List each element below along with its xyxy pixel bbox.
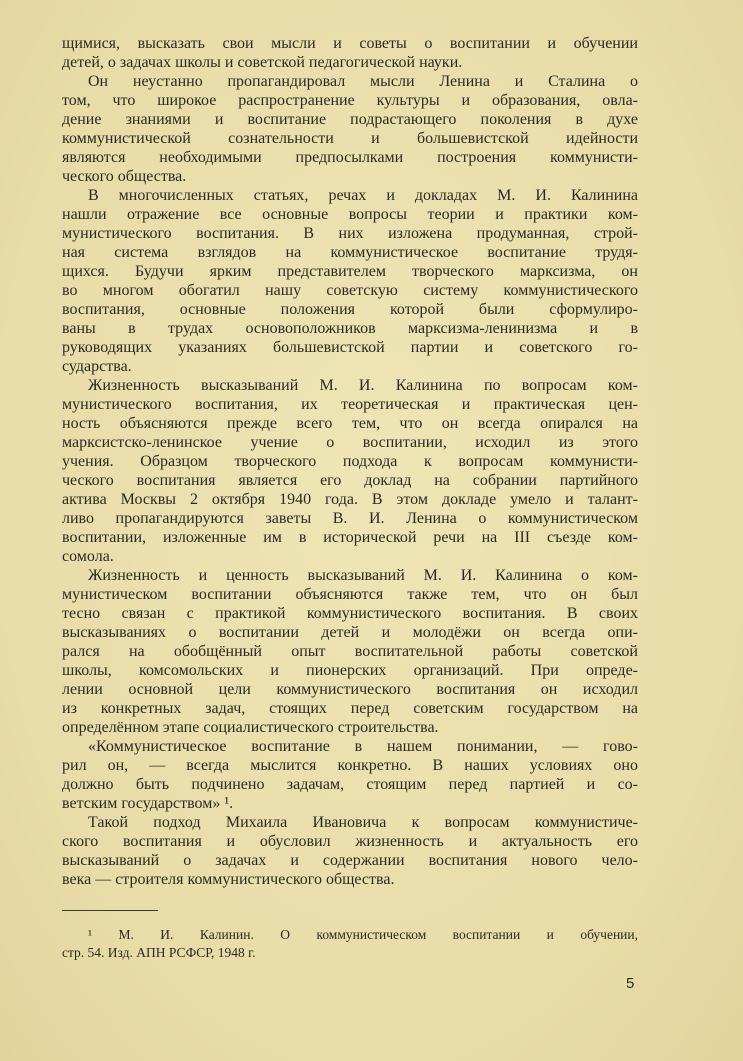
text-line: высказываний о задачах и содержании воспитания нового чело-	[62, 852, 638, 869]
text-line: учения. Образцом творческого подхода к вопросам коммунисти-	[62, 453, 638, 470]
text-line: актива Москвы 2 октября 1940 года. В этом докладе умело и талант-	[62, 491, 638, 508]
paragraph	[62, 72, 638, 186]
text-line: Такой подход Михаила Ивановича к вопросам коммунистиче-	[88, 814, 638, 831]
text-line: мунистического воспитания. В них изложена продуманная, строй-	[62, 225, 638, 242]
text-line: рался на обобщённый опыт воспитательной работы советской	[62, 643, 638, 660]
text-line: нашли отражение все основные вопросы теории и практики ком-	[62, 206, 638, 223]
text-line: определённом этапе социалистического строительства.	[62, 719, 439, 736]
text-line: воспитании, изложенные им в исторической речи на III съезде ком-	[62, 529, 638, 546]
text-line: ветским государством» ¹.	[62, 795, 234, 812]
text-line: Жизненность высказываний М. И. Калинина по вопросам ком-	[88, 377, 638, 394]
body-text	[62, 34, 638, 889]
text-line: мунистического воспитания, их теоретическая и практическая цен-	[62, 396, 638, 413]
text-line: том, что широкое распространение культуры и образования, овла-	[62, 92, 638, 109]
text-line: щимися, высказать свои мысли и советы о воспитании и обучении	[62, 35, 638, 52]
text-line: из конкретных задач, стоящих перед советским государством на	[62, 700, 638, 717]
text-line: коммунистической сознательности и большевистской идейности	[62, 130, 638, 147]
footnote-line: стр. 54. Изд. АПН РСФСР, 1948 г.	[62, 945, 256, 960]
text-line: сомола.	[62, 548, 114, 565]
text-line: мунистическом воспитании объясняются также тем, что он был	[62, 586, 638, 603]
paragraph	[62, 737, 638, 813]
text-line: во многом обогатил нашу советскую систему коммунистического	[62, 282, 638, 299]
text-line: лении основной цели коммунистического воспитания он исходил	[62, 681, 638, 698]
paragraph	[62, 34, 638, 72]
text-line: В многочисленных статьях, речах и докладах М. И. Калинина	[88, 187, 638, 204]
text-line: детей, о задачах школы и советской педагогической науки.	[62, 54, 463, 71]
text-line: ная система взглядов на коммунистическое воспитание трудя-	[62, 244, 638, 261]
text-line: Жизненность и ценность высказываний М. И. Калинина о ком-	[88, 567, 638, 584]
text-line: ского воспитания и обусловил жизненность и актуальность его	[62, 833, 638, 850]
text-line: марксистско-ленинское учение о воспитании, исходил из этого	[62, 434, 638, 451]
paragraph	[62, 566, 638, 737]
text-line: дение знаниями и воспитание подрастающего поколения в духе	[62, 111, 638, 128]
footnote-line: ¹ М. И. Калинин. О коммунистическом воспитании и обучении,	[88, 927, 638, 942]
text-line: высказываниях о воспитании детей и молодёжи он всегда опи-	[62, 624, 638, 641]
text-line: века — строителя коммунистического общества.	[62, 871, 395, 888]
text-line: ливо пропагандируются заветы В. И. Ленина о коммунистическом	[62, 510, 638, 527]
text-line: тесно связан с практикой коммунистического воспитания. В своих	[62, 605, 638, 622]
text-line: «Коммунистическое воспитание в нашем понимании, — гово-	[88, 738, 638, 755]
text-line: щихся. Будучи ярким представителем творческого марксизма, он	[62, 263, 638, 280]
text-line: рил он, — всегда мыслится конкретно. В наших условиях оно	[62, 757, 638, 774]
paragraph	[62, 186, 638, 376]
text-line: руководящих указаниях большевистской партии и советского го-	[62, 339, 638, 356]
text-line: ческого общества.	[62, 168, 187, 185]
paragraph	[62, 376, 638, 566]
text-line: ваны в трудах основоположников марксизма-ленинизма и в	[62, 320, 638, 337]
text-line: школы, комсомольских и пионерских организаций. При опреде-	[62, 662, 638, 679]
text-line: ческого воспитания является его доклад на собрании партийного	[62, 472, 638, 489]
page-number: 5	[626, 975, 635, 992]
footnote	[62, 926, 638, 962]
footnote-divider	[62, 910, 158, 911]
text-line: ность объясняются прежде всего тем, что он всегда опирался на	[62, 415, 638, 432]
text-line: должно быть подчинено задачам, стоящим перед партией и со-	[62, 776, 638, 793]
text-line: являются необходимыми предпосылками построения коммунисти-	[62, 149, 638, 166]
text-line: воспитания, основные положения которой были сформулиро-	[62, 301, 638, 318]
text-line: сударства.	[62, 358, 132, 375]
paragraph	[62, 813, 638, 889]
text-line: Он неустанно пропагандировал мысли Ленина и Сталина о	[88, 73, 638, 90]
